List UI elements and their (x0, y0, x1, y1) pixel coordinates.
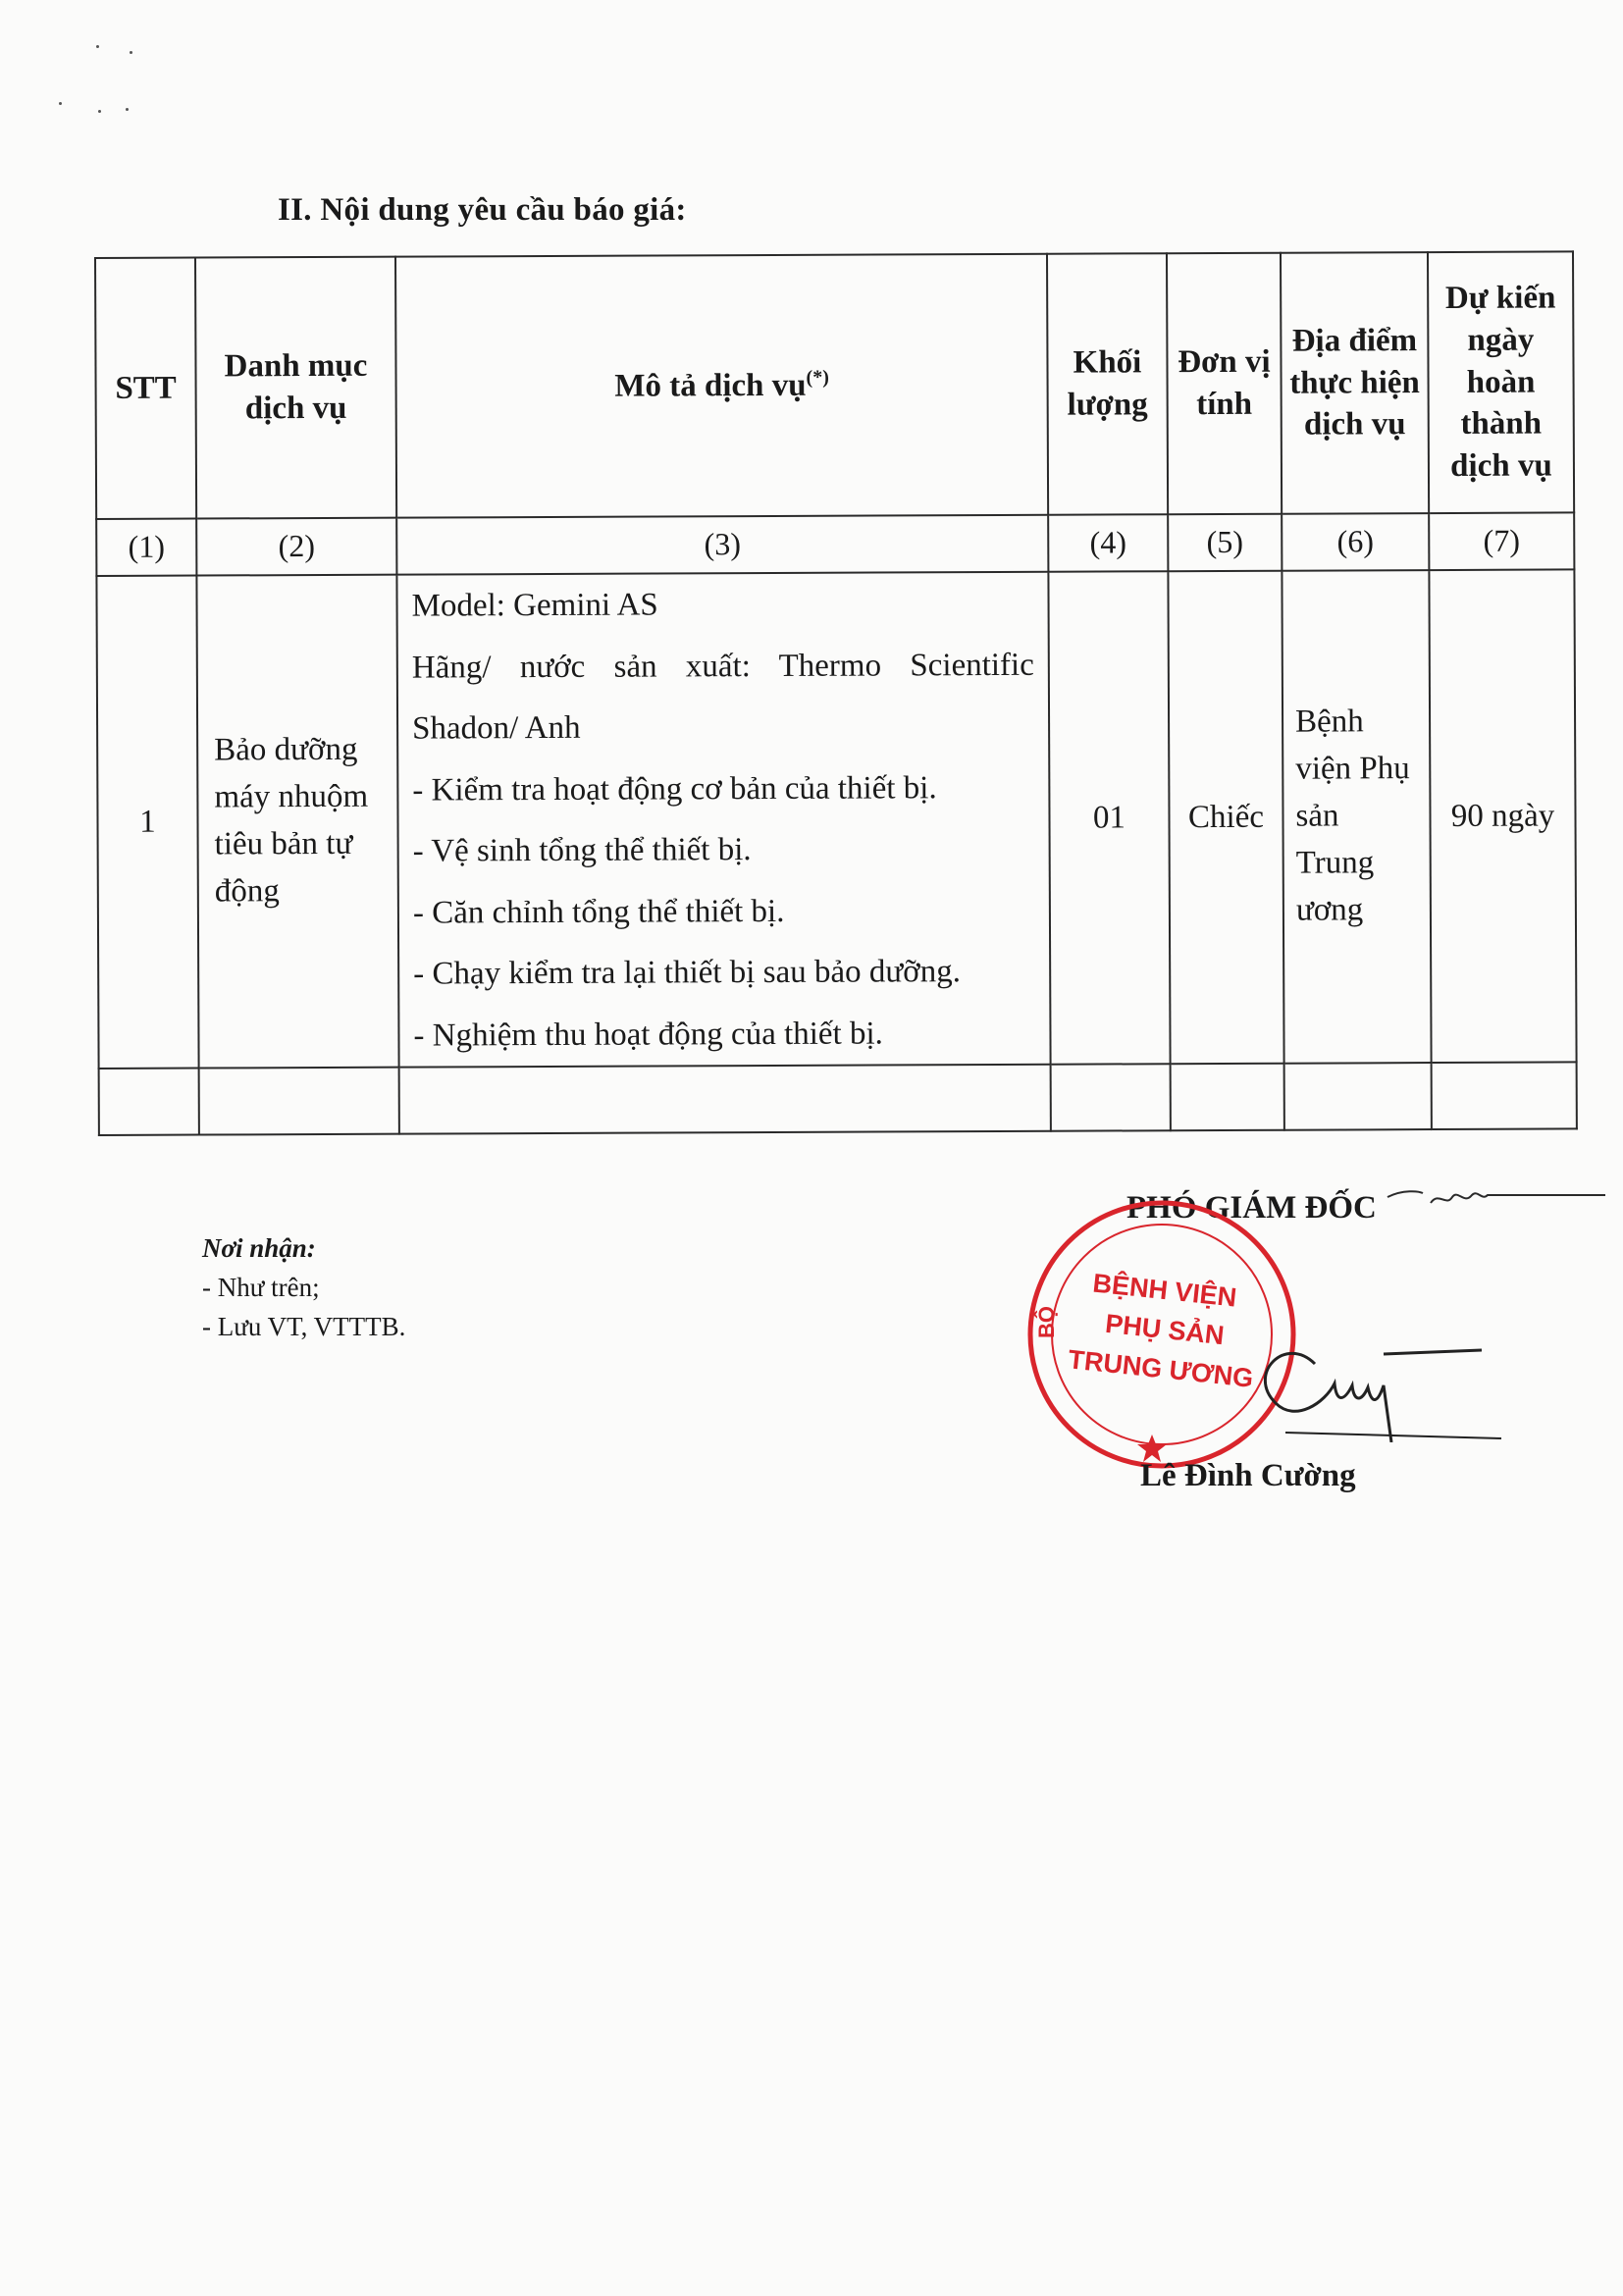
header-don-vi: Đơn vị tính (1167, 253, 1282, 515)
column-number: (5) (1168, 514, 1282, 572)
empty-cell (1051, 1064, 1171, 1131)
empty-row (99, 1062, 1577, 1135)
header-mo-ta-text: Mô tả dịch vụ (614, 367, 807, 404)
seal-line: BỆNH VIỆN (1091, 1268, 1238, 1313)
column-number: (6) (1282, 513, 1429, 571)
recipient-item: - Lưu VT, VTTTB. (202, 1312, 406, 1341)
description-line: - Kiểm tra hoạt động cơ bản của thiết bị. (412, 769, 937, 809)
table-row (96, 569, 1576, 1069)
description-line: - Chạy kiểm tra lại thiết bị sau bảo dưỡng. (413, 954, 961, 992)
seal-side-text: BỘ (1034, 1306, 1059, 1338)
header-mo-ta (395, 254, 1048, 518)
handwritten-signature (1246, 1295, 1521, 1442)
section-title: II. Nội dung yêu cầu báo giá: (278, 192, 687, 228)
row-don-vi: Chiếc (1168, 571, 1283, 1065)
signer-name: Lê Đình Cường (1140, 1458, 1356, 1493)
header-danh-muc: Danh mục dịch vụ (195, 257, 396, 519)
description-line: Model: Gemini AS (411, 587, 658, 624)
description-line: Shadon/ Anh (412, 709, 581, 747)
quote-table (94, 250, 1578, 1136)
header-khoi-luong: Khối lượng (1047, 253, 1168, 515)
column-number-row (96, 512, 1574, 576)
row-stt: 1 (96, 576, 198, 1069)
row-danh-muc: Bảo dưỡng máy nhuộm tiêu bản tự động (196, 575, 398, 1069)
empty-cell (1171, 1064, 1284, 1131)
empty-cell (99, 1069, 199, 1135)
column-number: (2) (196, 518, 396, 576)
header-stt: STT (95, 258, 196, 519)
recipient-block (202, 1228, 405, 1346)
description-line: - Căn chỉnh tổng thể thiết bị. (412, 893, 785, 931)
description-line: - Nghiệm thu hoạt động của thiết bị. (413, 1016, 883, 1054)
empty-cell (1284, 1063, 1432, 1130)
header-dia-diem: Địa điểm thực hiện dịch vụ (1281, 252, 1429, 514)
handwritten-flourish (1384, 1181, 1609, 1221)
row-dia-diem: Bệnh viện Phụ sản Trung ương (1282, 570, 1431, 1064)
empty-cell (199, 1068, 399, 1135)
seal-line: TRUNG ƯƠNG (1067, 1344, 1255, 1393)
column-number: (3) (396, 515, 1048, 575)
scan-speck (96, 45, 99, 48)
empty-cell (1432, 1062, 1577, 1129)
scan-speck (130, 51, 132, 54)
header-row (95, 251, 1574, 519)
column-number: (1) (96, 519, 196, 576)
column-number: (4) (1048, 514, 1168, 572)
column-number: (7) (1429, 512, 1574, 570)
recipient-item: - Như trên; (202, 1273, 320, 1302)
header-du-kien: Dự kiến ngày hoàn thành dịch vụ (1428, 251, 1574, 513)
empty-cell (399, 1065, 1051, 1134)
row-khoi-luong: 01 (1048, 571, 1170, 1065)
signature-title: PHÓ GIÁM ĐỐC (1126, 1190, 1377, 1226)
row-du-kien: 90 ngày (1429, 569, 1576, 1063)
description-line: Hãng/ nước sản xuất: Thermo Scientific (411, 647, 1034, 686)
seal-line: PHỤ SẢN (1103, 1308, 1226, 1351)
header-mo-ta-footnote: (*) (806, 366, 829, 389)
row-description (396, 572, 1050, 1068)
scan-speck (126, 108, 129, 111)
scan-speck (98, 110, 101, 113)
recipient-label: Nơi nhận: (202, 1233, 316, 1263)
description-line: - Vệ sinh tổng thể thiết bị. (412, 832, 752, 869)
scan-speck (59, 102, 62, 105)
